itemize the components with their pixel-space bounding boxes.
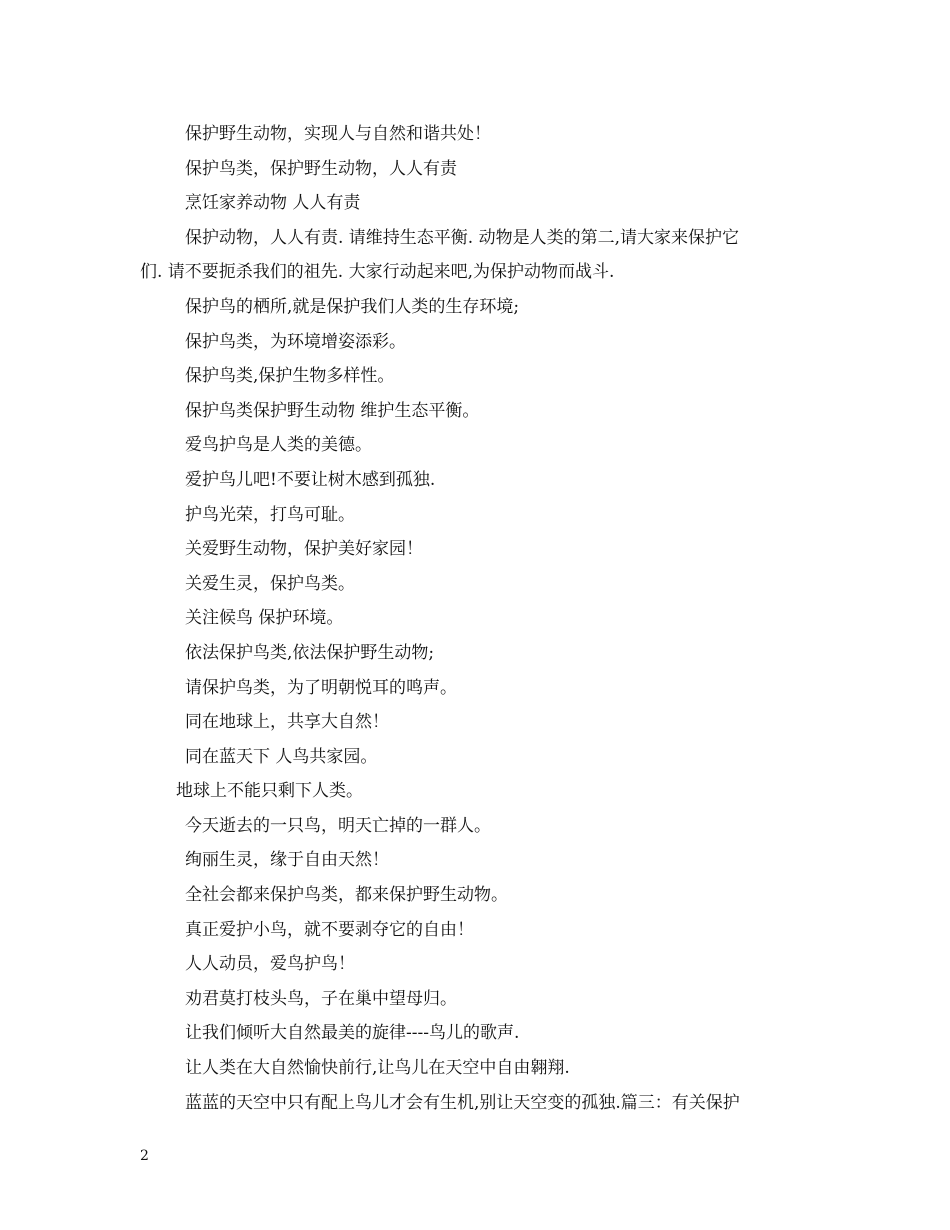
text-line: 烹饪家养动物 人人有责 <box>185 193 361 214</box>
text-line: 同在地球上，共享大自然！ <box>185 712 389 733</box>
text-line: 保护野生动物，实现人与自然和谐共处！ <box>185 124 491 144</box>
text-line: 同在蓝天下 人鸟共家园。 <box>185 746 378 767</box>
text-line: 保护鸟类，为环境增姿添彩。 <box>185 331 406 352</box>
text-line: 依法保护鸟类,依法保护野生动物; <box>185 642 435 663</box>
text-line: 爱鸟护鸟是人类的美德。 <box>185 435 372 456</box>
text-line: 保护鸟类,保护生物多样性。 <box>185 366 395 387</box>
text-line: 劝君莫打枝头鸟，子在巢中望母归。 <box>185 988 457 1009</box>
text-line: 真正爱护小鸟，就不要剥夺它的自由！ <box>185 919 474 940</box>
text-line: 人人动员，爱鸟护鸟！ <box>185 954 355 975</box>
text-line: 全社会都来保护鸟类，都来保护野生动物。 <box>185 885 508 906</box>
text-line: 地球上不能只剩下人类。 <box>176 781 363 802</box>
text-line: 绚丽生灵，缘于自由天然！ <box>185 850 389 871</box>
text-line: 今天逝去的一只鸟，明天亡掉的一群人。 <box>185 815 491 836</box>
page-number: 2 <box>140 1148 149 1164</box>
text-line: 保护鸟类保护野生动物 维护生态平衡。 <box>185 400 480 421</box>
text-line: 关爱野生动物，保护美好家园！ <box>185 539 423 560</box>
text-line: 爱护鸟儿吧!不要让树木感到孤独. <box>185 469 436 490</box>
text-line: 请保护鸟类，为了明朝悦耳的鸣声。 <box>185 677 457 698</box>
text-line: 保护动物，人人有责. 请维持生态平衡. 动物是人类的第二,请大家来保护它 <box>185 227 740 248</box>
text-line: 让人类在大自然愉快前行,让鸟儿在天空中自由翱翔. <box>185 1058 570 1079</box>
text-line: 保护鸟类，保护野生动物，人人有责 <box>185 158 457 179</box>
text-line: 关注候鸟 保护环境。 <box>185 608 344 629</box>
text-line: 关爱生灵，保护鸟类。 <box>185 573 355 594</box>
document-body <box>140 117 820 1120</box>
text-line-continuation: 们. 请不要扼杀我们的祖先. 大家行动起来吧,为保护动物而战斗. <box>140 262 615 283</box>
text-line: 保护鸟的栖所,就是保护我们人类的生存环境; <box>185 296 520 317</box>
text-line: 让我们倾听大自然最美的旋律----鸟儿的歌声. <box>185 1023 520 1044</box>
text-line: 蓝蓝的天空中只有配上鸟儿才会有生机,别让天空变的孤独.篇三：有关保护 <box>185 1092 740 1113</box>
text-line: 护鸟光荣，打鸟可耻。 <box>185 504 355 525</box>
